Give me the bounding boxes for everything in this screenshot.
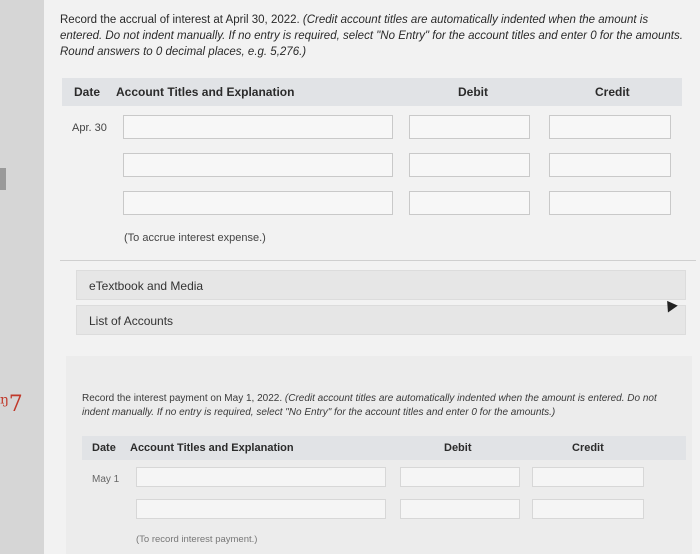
account-title-input[interactable] — [123, 191, 393, 215]
entry-date-2: May 1 — [92, 474, 120, 485]
divider — [60, 260, 696, 261]
entry-explanation-2: (To record interest payment.) — [136, 534, 258, 545]
left-edge-tab — [0, 168, 6, 190]
list-of-accounts-button[interactable]: List of Accounts — [76, 305, 686, 335]
debit-input[interactable] — [400, 467, 520, 487]
account-title-input[interactable] — [136, 467, 386, 487]
debit-input[interactable] — [409, 115, 530, 139]
question-panel — [44, 0, 700, 554]
entry-date-1: Apr. 30 — [72, 122, 107, 134]
entry-explanation-1: (To accrue interest expense.) — [124, 232, 266, 244]
journal-header-2 — [82, 436, 686, 460]
credit-input[interactable] — [549, 153, 671, 177]
header-debit: Debit — [444, 442, 472, 454]
debit-input[interactable] — [409, 191, 530, 215]
credit-input[interactable] — [549, 115, 671, 139]
left-margin — [0, 0, 44, 554]
header-date: Date — [92, 442, 116, 454]
header-debit: Debit — [458, 85, 488, 99]
question-1-plain: Record the accrual of interest at April 30, 2022. — [60, 14, 303, 26]
journal-header-1 — [62, 78, 682, 106]
header-credit: Credit — [572, 442, 604, 454]
question-2-plain: Record the interest payment on May 1, 2022. — [82, 393, 285, 404]
question-2-text — [82, 392, 682, 420]
question-1-text — [60, 12, 690, 60]
debit-input[interactable] — [400, 499, 520, 519]
credit-input[interactable] — [532, 499, 644, 519]
question-1-instructions: (Credit account titles are automatically indented when the amount is entered. Do not indent manually. If no entry is required, select "No Entry" for the account titles and enter 0 for the amounts. Round answers to 0 decimal places, e.g. 5,276.) — [60, 14, 683, 58]
header-account: Account Titles and Explanation — [116, 85, 295, 99]
header-account: Account Titles and Explanation — [130, 442, 294, 454]
handwritten-mark-icon: ᵑ7 — [0, 392, 23, 417]
credit-input[interactable] — [549, 191, 671, 215]
header-date: Date — [74, 85, 101, 99]
question-2-instructions: (Credit account titles are automatically indented when the amount is entered. Do not indent manually. If no entry is required, select "No Entry" for the account titles and enter 0 for the amounts.) — [82, 393, 657, 418]
account-title-input[interactable] — [136, 499, 386, 519]
account-title-input[interactable] — [123, 115, 393, 139]
debit-input[interactable] — [409, 153, 530, 177]
etextbook-button[interactable]: eTextbook and Media — [76, 270, 686, 300]
account-title-input[interactable] — [123, 153, 393, 177]
credit-input[interactable] — [532, 467, 644, 487]
header-credit: Credit — [595, 85, 630, 99]
